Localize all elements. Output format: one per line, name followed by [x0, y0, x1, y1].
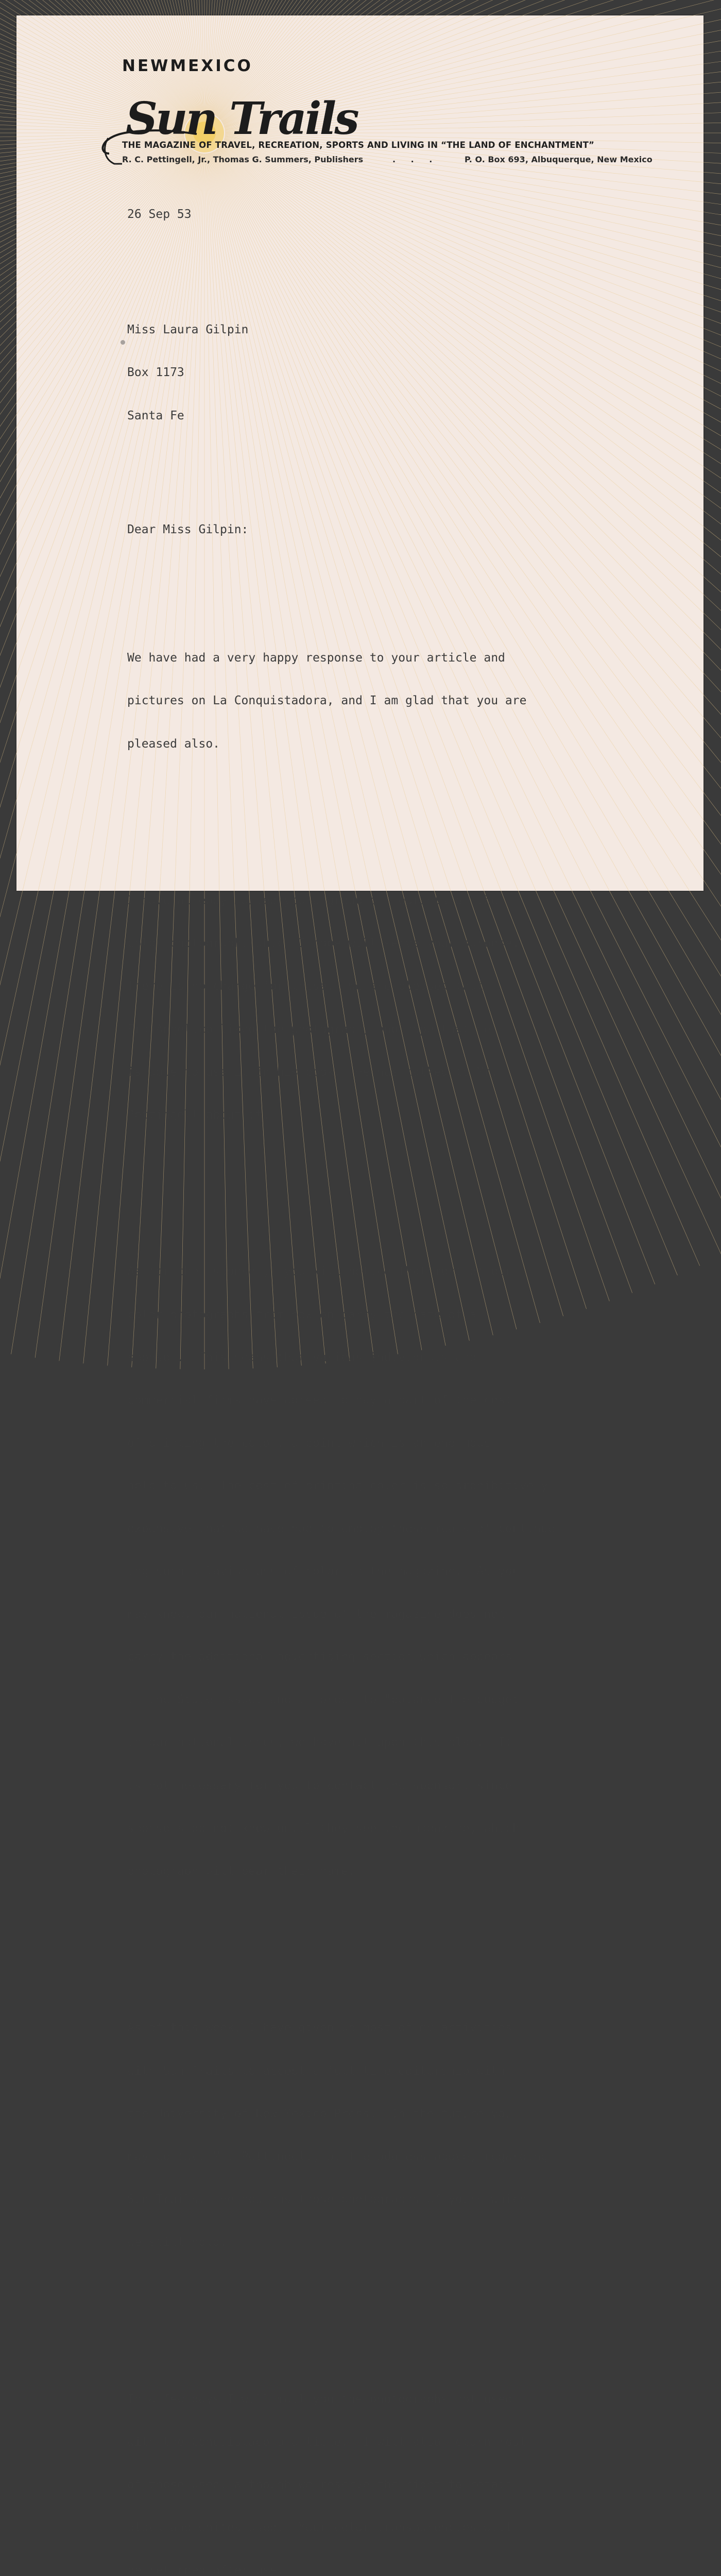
text-line: with Sun Trails to accept a full-time editorship with — [127, 2064, 505, 2078]
svg-text:Sun Trails: Sun Trails — [126, 93, 357, 145]
text-line: pleased also. — [127, 737, 220, 751]
recipient-block — [127, 295, 562, 452]
text-line: help to us. The cost of printing color is so prohibitively — [127, 1479, 548, 1493]
paragraph-1 — [127, 623, 562, 780]
text-line: of those used, although we reserve the right to retain — [127, 2478, 512, 2492]
paragraph-3 — [127, 1236, 562, 1907]
recipient-line: Santa Fe — [127, 409, 184, 422]
separator-dots: . . . — [392, 155, 439, 164]
text-line: sponsors do not know until they see the magazine, which — [127, 1821, 520, 1835]
text-line: in the State issue, and in order to "balance the budget" — [127, 1693, 527, 1707]
recipient-line: Box 1173 — [127, 366, 184, 380]
publisher-address: P. O. Box 693, Albuquerque, New Mexico — [465, 155, 653, 164]
text-line: is able to use it in his book. He has talked to Mr. — [127, 1065, 499, 1079]
letter-date: 26 Sep 53 — [127, 208, 192, 222]
publishers-line — [122, 155, 665, 164]
salutation: Dear Miss Gilpin: — [127, 523, 249, 537]
text-line: sponsor. This means that various individuals and — [127, 1350, 477, 1364]
text-line: be returned after use. — [127, 2564, 284, 2576]
text-line: the University of New Mexico Press. In the future you — [127, 2107, 512, 2121]
publishers-names: R. C. Pettingell, Jr., Thomas G. Summers, Publishers — [122, 155, 364, 164]
sun-trails-logo — [94, 76, 357, 166]
text-line: in our national issue, we have hit upon this plan. It — [127, 1736, 512, 1750]
letter-sheet — [16, 15, 703, 2576]
letter-body — [127, 179, 562, 2576]
magazine-tagline: THE MAGAZINE OF TRAVEL, RECREATION, SPORTS AND LIVING IN “THE LAND OF ENCHANTMENT” — [122, 140, 595, 150]
text-line: Sun Trails. He now has those photographs of yours which — [127, 2192, 527, 2206]
text-line: with the Conquistadora article. I will also return most — [127, 2435, 527, 2449]
text-line: of printing the color, a point which is an enormous — [127, 1436, 491, 1450]
text-line: We have had a very happy response to your article and — [127, 651, 505, 665]
text-line: we still hold. — [127, 2235, 227, 2249]
paragraph-4 — [127, 1993, 562, 2278]
text-line: photograph will bear their name. — [127, 1864, 356, 1878]
text-line: may know, our national issue of the magazine does not — [127, 1607, 505, 1621]
text-line: expensive that we have had to employ these means of continue- — [127, 1522, 562, 1536]
text-line: pictures on La Conquistadora, and I am glad that you are — [127, 694, 527, 708]
paper-blemish — [121, 340, 125, 345]
letterhead-title: NEWMEXICO — [122, 57, 253, 75]
text-line: As for the "sponsor," you will notice that most of our — [127, 1265, 512, 1279]
text-line: I have already mailed you a group of reprints of the — [127, 894, 499, 908]
paragraph-5 — [127, 2364, 562, 2576]
text-line: There is no charge for these. We are pleased that — [127, 979, 484, 993]
text-line: may contact Mr. Pettingell, at the address above, regarding — [127, 2149, 548, 2163]
text-line: carry the additional advertising section which appears — [127, 1650, 512, 1664]
paragraph-2 — [127, 866, 562, 1151]
text-line: Pettingell about it. — [127, 1108, 270, 1122]
text-line: is not necessary for you to contact the sponsor, since — [127, 1778, 512, 1792]
text-line: In a few days I will mail you the photographs not used — [127, 2392, 512, 2406]
text-line: commercial firms have agreed to pay a part of the cost — [127, 1393, 512, 1407]
text-line: color photograph, which I hope will serve your purpose. — [127, 937, 520, 951]
text-line: black-and-whites used. Your color transparencies will — [127, 2520, 512, 2534]
text-line: Fra Angelico liked the photograph, and hope that he — [127, 1022, 491, 1036]
text-line: As of this week, I have given up most of my activities — [127, 2021, 512, 2035]
text-line: color photographs from now on carry the name of a — [127, 1308, 477, 1321]
recipient-line: Miss Laura Gilpin — [127, 323, 249, 337]
text-line: ing such a lavish use of color in the magazine. As you — [127, 1565, 520, 1579]
